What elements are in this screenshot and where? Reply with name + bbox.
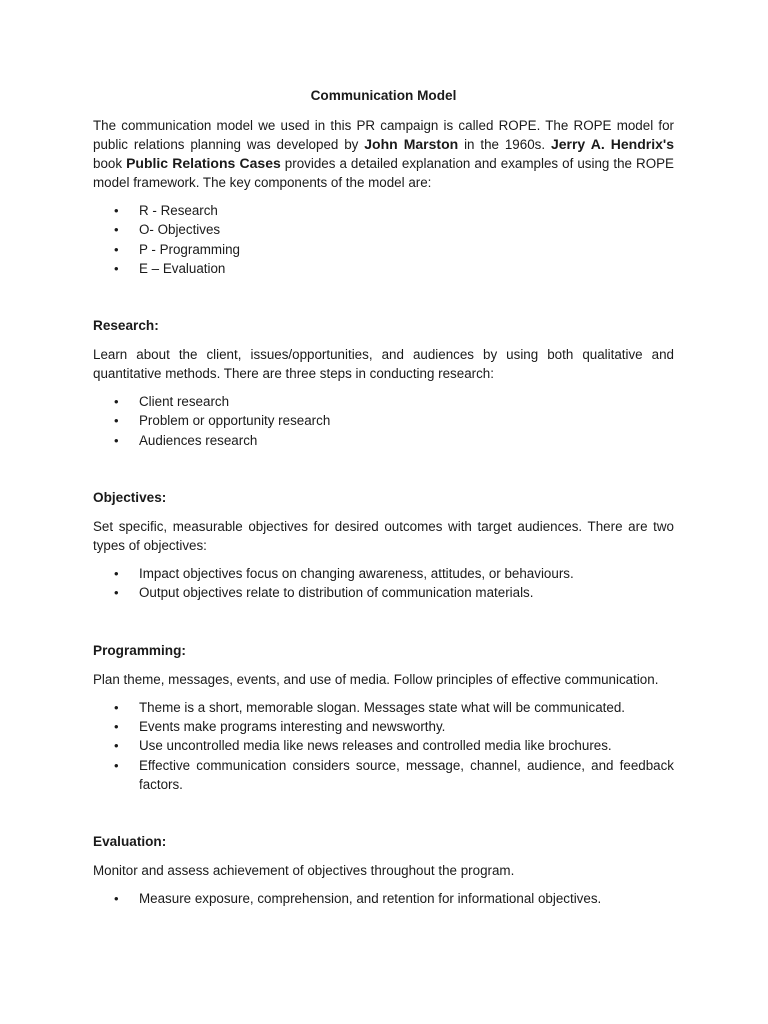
list-item-text: Measure exposure, comprehension, and retention for informational objectives. — [139, 891, 602, 907]
bullet-icon: • — [114, 757, 119, 773]
section-paragraph: Plan theme, messages, events, and use of media. Follow principles of effective communication. — [93, 671, 659, 687]
list-item-text: E – Evaluation — [139, 260, 226, 276]
list-item-text: Effective communication considers source, message, channel, audience, and feedback factors. — [139, 757, 674, 792]
list-item — [93, 698, 674, 717]
intro-paragraph — [93, 116, 674, 192]
intro-text: in the 1960s. — [458, 137, 551, 152]
intro-text: The communication model we used in this PR campaign is called ROPE. The ROPE model for public relations planning was developed by — [93, 118, 674, 152]
list-item-text: Impact objectives focus on changing awareness, attitudes, or behaviours. — [139, 566, 574, 582]
list-item — [93, 240, 674, 259]
list-item — [93, 411, 674, 430]
list-item-text: Use uncontrolled media like news releases and controlled media like brochures. — [139, 738, 612, 754]
bullet-icon: • — [114, 566, 119, 582]
list-item — [93, 717, 674, 736]
list-item-text: Theme is a short, memorable slogan. Messages state what will be communicated. — [139, 699, 625, 715]
list-item — [93, 259, 674, 278]
list-item-text: Client research — [139, 394, 230, 410]
list-item-text: Events make programs interesting and newsworthy. — [139, 718, 446, 734]
bullet-icon: • — [114, 718, 119, 734]
list-item — [93, 736, 674, 755]
bullet-icon: • — [114, 738, 119, 754]
section-paragraph: Learn about the client, issues/opportunities, and audiences by using both qualitative and quantitative methods. There are three steps in conducting research: — [93, 347, 674, 382]
section-heading: Programming: — [93, 642, 186, 658]
section-objectives — [93, 488, 674, 603]
section-evaluation — [93, 832, 674, 908]
intro-author-name: John Marston — [364, 136, 459, 152]
bullet-icon: • — [114, 260, 119, 276]
document-body — [93, 86, 674, 908]
bullet-icon: • — [114, 241, 119, 257]
section-list — [93, 564, 674, 603]
intro-author-name: Jerry A. Hendrix's — [550, 136, 675, 152]
list-item-text: O- Objectives — [139, 222, 221, 238]
bullet-icon: • — [114, 394, 119, 410]
bullet-icon: • — [114, 222, 119, 238]
list-item-text: Output objectives relate to distribution of communication materials. — [139, 585, 534, 601]
section-list — [93, 698, 674, 794]
section-list — [93, 889, 674, 908]
section-programming — [93, 641, 674, 794]
list-item-text: P - Programming — [139, 241, 240, 257]
bullet-icon: • — [114, 891, 119, 907]
list-item — [93, 564, 674, 583]
bullet-icon: • — [114, 699, 119, 715]
bullet-icon: • — [114, 413, 119, 429]
section-list — [93, 392, 674, 450]
bullet-icon: • — [114, 432, 119, 448]
bullet-icon: • — [114, 585, 119, 601]
section-heading: Evaluation: — [93, 834, 167, 850]
list-item — [93, 431, 674, 450]
list-item — [93, 889, 674, 908]
intro-book-title: Public Relations Cases — [126, 155, 281, 171]
list-item — [93, 220, 674, 239]
list-item-text: Problem or opportunity research — [139, 413, 331, 429]
intro-text: provides a detailed explanation and examples of using the ROPE model framework. The key components of the model are: — [93, 156, 674, 190]
intro-text: book — [93, 156, 127, 171]
section-paragraph: Set specific, measurable objectives for desired outcomes with target audiences. There are two types of objectives: — [93, 519, 674, 554]
list-item — [93, 392, 674, 411]
list-item — [93, 756, 674, 795]
list-item — [93, 583, 674, 602]
section-research — [93, 316, 674, 450]
section-paragraph: Monitor and assess achievement of objectives throughout the program. — [93, 863, 515, 879]
list-item-text: Audiences research — [139, 432, 258, 448]
list-item-text: R - Research — [139, 203, 218, 218]
document-title: Communication Model — [310, 88, 457, 103]
bullet-icon: • — [114, 203, 119, 218]
components-list — [93, 201, 674, 278]
section-heading: Research: — [93, 318, 159, 334]
section-heading: Objectives: — [93, 490, 167, 506]
list-item — [93, 201, 674, 220]
